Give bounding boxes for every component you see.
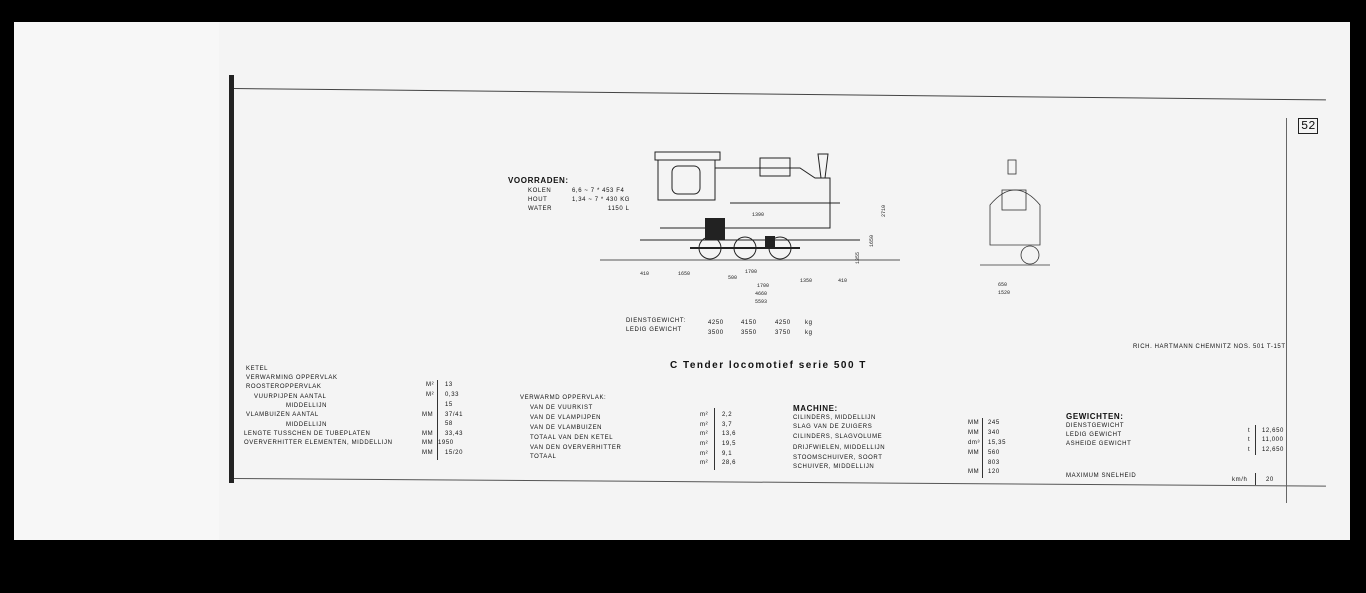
column-rule [1255, 425, 1256, 455]
voorraden-value: 1150 L [608, 206, 630, 212]
verwarmd-unit: m² [700, 460, 709, 466]
ketel-unit: MM [422, 431, 434, 437]
ketel-value: 15/20 [445, 450, 464, 456]
verwarmd-value: 28,6 [722, 460, 737, 466]
gewichten-label: DIENSTGEWICHT [1066, 423, 1125, 429]
dimension-label: 1350 [800, 278, 813, 284]
gewichten-value: 12,650 [1262, 428, 1284, 434]
machine-value: 340 [988, 430, 1000, 436]
voorraden-label: HOUT [528, 197, 548, 203]
ketel-unit: MM [422, 450, 434, 456]
ketel-label: VLAMBUIZEN AANTAL [246, 412, 319, 418]
weight-unit: kg [805, 330, 813, 336]
verwarmd-unit: m² [700, 412, 709, 418]
verwarmd-unit: m² [700, 422, 709, 428]
machine-unit: MM [968, 420, 980, 426]
dimension-label: 4660 [755, 291, 768, 297]
ketel-value: 37/41 [445, 412, 464, 418]
dimension-label: 1700 [757, 283, 770, 289]
ketel-unit: M² [426, 392, 435, 398]
dimension-label: 410 [640, 271, 650, 277]
gewichten-unit: t [1248, 447, 1251, 453]
ketel-label: LENGTE TUSSCHEN DE TUBEPLATEN [244, 431, 371, 437]
ketel-value: 58 [445, 421, 453, 427]
dimension-label: 5593 [755, 299, 768, 305]
machine-label: CILINDERS, SLAGVOLUME [793, 434, 883, 440]
machine-value: 803 [988, 460, 1000, 466]
ketel-label: MIDDELLIJN [286, 403, 328, 409]
dimension-label: 1700 [745, 269, 758, 275]
verwarmd-unit: m² [700, 431, 709, 437]
column-rule [982, 418, 983, 478]
verwarmd-heading: VERWARMD OPPERVLAK: [520, 395, 607, 401]
ketel-value: 15 [445, 402, 453, 408]
ketel-unit: MM [422, 440, 434, 446]
locomotive-side-drawing [600, 148, 900, 268]
dimension-label: 1650 [678, 271, 691, 277]
scan-border [0, 540, 1366, 593]
voorraden-value: 6,6 ~ 7 * 453 F4 [572, 188, 625, 194]
ketel-value: 33,43 [445, 431, 464, 437]
drawing-frame-right [1286, 118, 1287, 503]
machine-label: CILINDERS, MIDDELLIJN [793, 415, 876, 421]
verwarmd-value: 9,1 [722, 451, 733, 457]
gewichten-label: LEDIG GEWICHT [1066, 432, 1122, 438]
ketel-value: 0,33 [445, 392, 460, 398]
verwarmd-label: TOTAAL [530, 454, 557, 460]
ketel-label: VUURPIJPEN AANTAL [254, 394, 327, 400]
max-speed-unit: km/h [1232, 477, 1248, 483]
machine-value: 15,35 [988, 440, 1007, 446]
gewichten-value: 12,650 [1262, 447, 1284, 453]
ketel-label: ROOSTEROPPERVLAK [246, 384, 322, 390]
verwarmd-label: VAN DE VUURKIST [530, 405, 593, 411]
column-rule [714, 408, 715, 470]
maker-label: RICH. HARTMANN CHEMNITZ NOS. 501 T-15T [1133, 344, 1286, 350]
machine-unit: dm³ [968, 440, 981, 446]
machine-label: STOOMSCHUIVER, SOORT [793, 455, 883, 461]
sheet-number: 52 [1298, 118, 1318, 134]
ketel-value: 13 [445, 382, 453, 388]
dimension-label: 2710 [881, 204, 888, 218]
axle-weight: 3750 [775, 330, 791, 336]
dimension-label: 410 [838, 278, 848, 284]
gewichten-unit: t [1248, 428, 1251, 434]
machine-heading: MACHINE: [793, 404, 838, 413]
machine-value: 245 [988, 420, 1000, 426]
voorraden-heading: VOORRADEN: [508, 176, 569, 185]
verwarmd-label: VAN DEN OVERVERHITTER [530, 445, 622, 451]
machine-unit: MM [968, 469, 980, 475]
machine-unit: MM [968, 430, 980, 436]
machine-value: 120 [988, 469, 1000, 475]
machine-value: 560 [988, 450, 1000, 456]
gewichten-value: 11,000 [1262, 437, 1284, 443]
axle-weight: 4250 [708, 320, 724, 326]
max-speed-value: 20 [1266, 477, 1274, 483]
machine-label: DRIJFWIELEN, MIDDELLIJN [793, 445, 886, 451]
ketel-value: 1950 [438, 440, 454, 446]
locomotive-front-drawing [980, 155, 1050, 270]
verwarmd-label: VAN DE VLAMPIJPEN [530, 415, 602, 421]
verwarmd-value: 2,2 [722, 412, 733, 418]
ketel-label: MIDDELLIJN [286, 422, 328, 428]
axle-weight: 3500 [708, 330, 724, 336]
drawing-frame-left [229, 75, 234, 483]
gewichten-heading: GEWICHTEN: [1066, 412, 1124, 421]
dimension-label: 650 [998, 282, 1008, 288]
machine-unit: MM [968, 450, 980, 456]
verwarmd-value: 19,5 [722, 441, 737, 447]
voorraden-label: KOLEN [528, 188, 552, 194]
verwarmd-value: 3,7 [722, 422, 733, 428]
left-paper-strip [14, 22, 219, 544]
ketel-unit: MM [422, 412, 434, 418]
dimension-label: 1650 [869, 234, 876, 248]
column-rule [437, 380, 438, 460]
drawing-title: C Tender locomotief serie 500 T [670, 360, 867, 371]
voorraden-label: WATER [528, 206, 552, 212]
axle-weight: 4150 [741, 320, 757, 326]
dimension-label: 1355 [855, 251, 862, 265]
machine-label: SCHUIVER, MIDDELLIJN [793, 464, 875, 470]
ketel-unit: M² [426, 382, 435, 388]
dimension-label: 1390 [752, 212, 765, 218]
voorraden-value: 1,34 ~ 7 * 430 KG [572, 197, 631, 203]
axle-weight: 4250 [775, 320, 791, 326]
verwarmd-label: VAN DE VLAMBUIZEN [530, 425, 603, 431]
dimension-label: 500 [728, 275, 738, 281]
max-speed-label: MAXIMUM SNELHEID [1066, 473, 1137, 479]
ketel-label: OVERVERHITTER ELEMENTEN, MIDDELLIJN [244, 440, 393, 446]
dimension-label: 1520 [998, 290, 1011, 296]
verwarmd-label: TOTAAL VAN DEN KETEL [530, 435, 614, 441]
weight-unit: kg [805, 320, 813, 326]
dienstgewicht-label: DIENSTGEWICHT: [626, 318, 686, 324]
verwarmd-unit: m² [700, 441, 709, 447]
gewichten-label: ASHEIDE GEWICHT [1066, 441, 1132, 447]
ledig-gewicht-label: LEDIG GEWICHT [626, 327, 682, 333]
verwarmd-value: 13,6 [722, 431, 737, 437]
axle-weight: 3550 [741, 330, 757, 336]
gewichten-unit: t [1248, 437, 1251, 443]
machine-label: SLAG VAN DE ZUIGERS [793, 424, 873, 430]
column-rule [1255, 473, 1256, 485]
verwarmd-unit: m² [700, 451, 709, 457]
ketel-label: VERWARMING OPPERVLAK [246, 375, 338, 381]
ketel-heading: KETEL [246, 366, 269, 372]
